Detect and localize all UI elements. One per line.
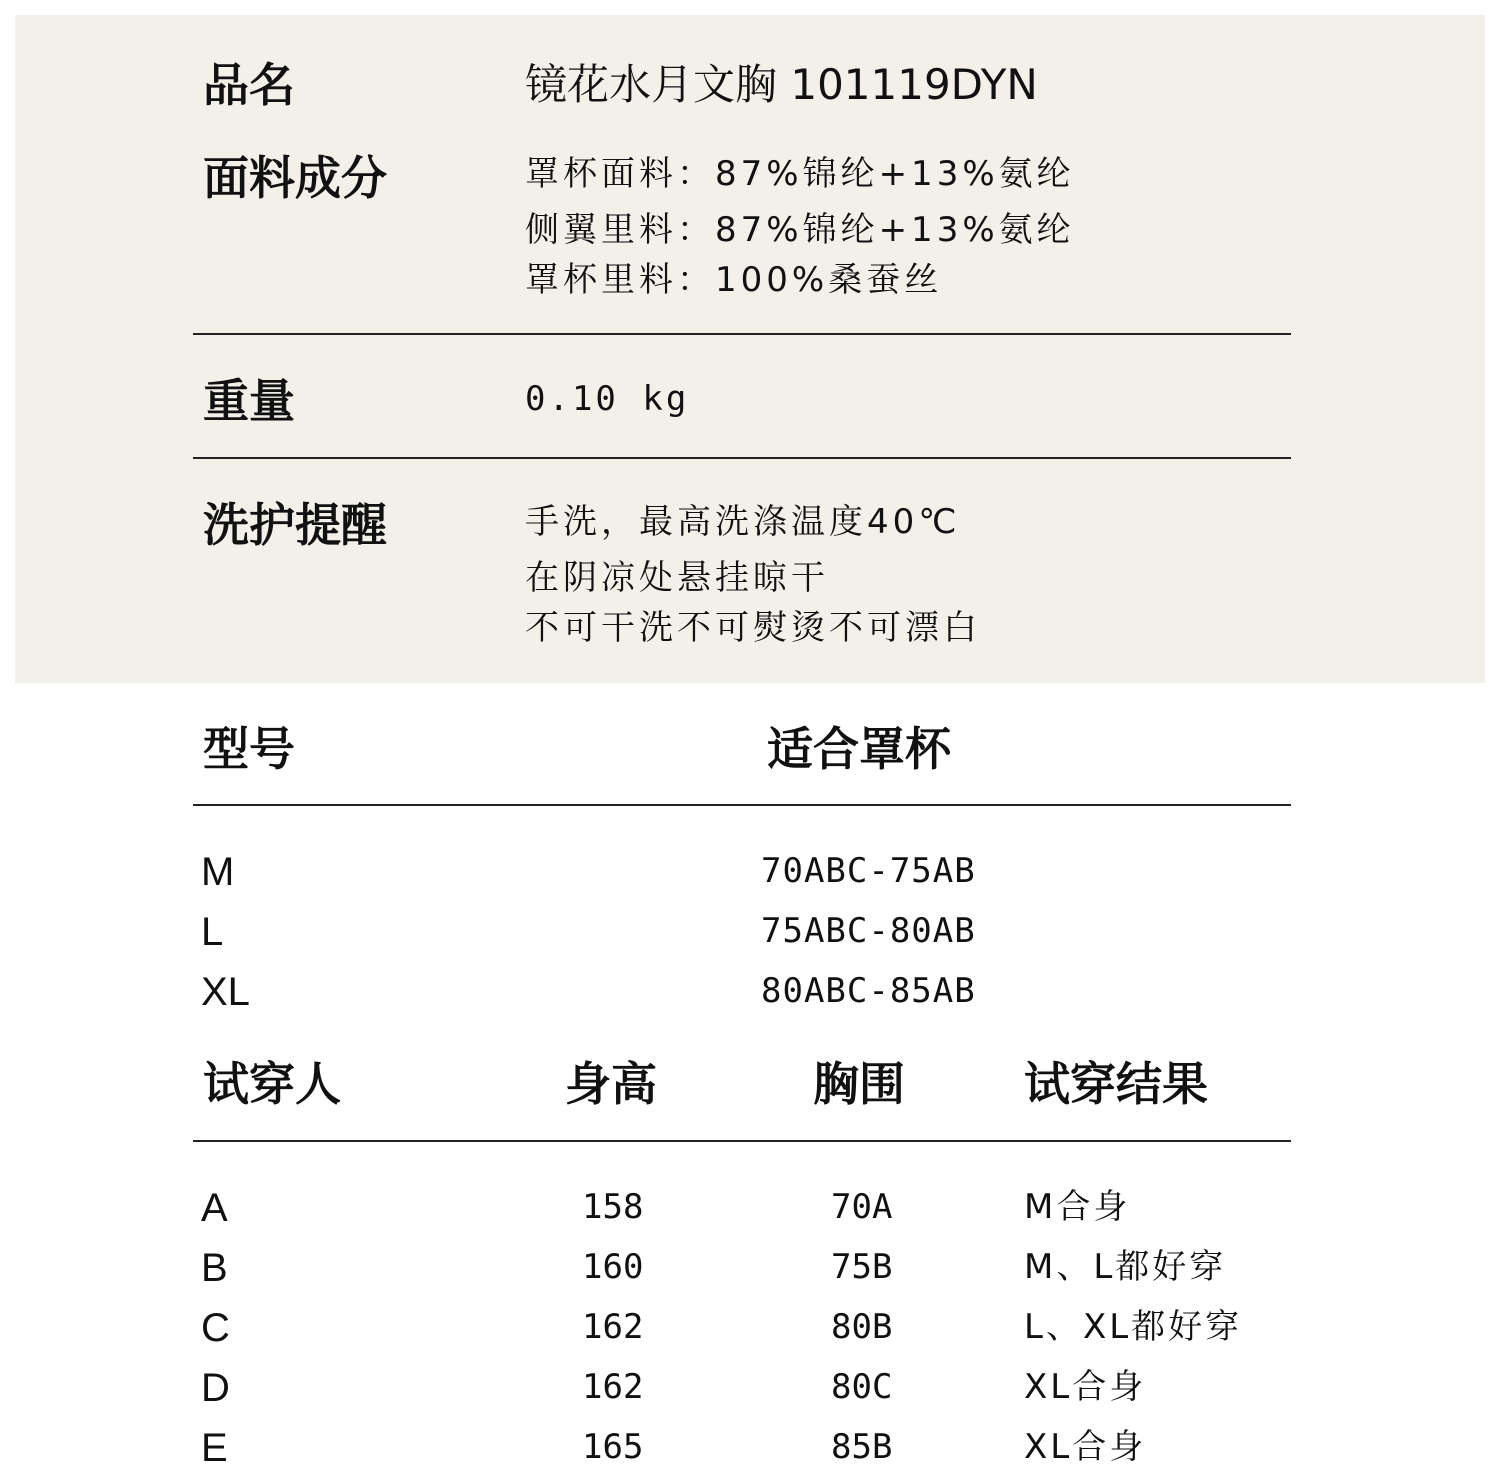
- bust-cell: 85B: [831, 1427, 893, 1467]
- cup-cell: 80ABC-85AB: [761, 971, 976, 1011]
- result-header: 试穿结果: [1024, 1057, 1208, 1111]
- size-cell: XL: [201, 970, 250, 1014]
- person-cell: D: [201, 1366, 230, 1410]
- size-cell: M: [201, 850, 235, 894]
- care-line: 手洗，最高洗涤温度40℃: [525, 502, 961, 542]
- result-cell: L、XL都好穿: [1024, 1307, 1243, 1347]
- bust-header: 胸围: [813, 1057, 905, 1111]
- height-cell: 158: [582, 1187, 644, 1227]
- result-cell: XL合身: [1024, 1427, 1147, 1467]
- care-line: 在阴凉处悬挂晾干: [525, 558, 829, 598]
- height-cell: 162: [582, 1367, 644, 1407]
- height-header: 身高: [565, 1057, 657, 1111]
- care-line: 不可干洗不可熨烫不可漂白: [525, 608, 981, 648]
- bust-cell: 75B: [831, 1247, 893, 1287]
- person-cell: C: [201, 1306, 230, 1350]
- divider: [193, 457, 1291, 459]
- cup-header: 适合罩杯: [767, 722, 951, 776]
- bust-cell: 80B: [831, 1307, 893, 1347]
- height-cell: 162: [582, 1307, 644, 1347]
- weight-value: 0.10 kg: [525, 379, 690, 419]
- person-cell: A: [201, 1186, 228, 1230]
- care-label: 洗护提醒: [203, 498, 387, 552]
- weight-label: 重量: [203, 374, 295, 428]
- bust-cell: 70A: [831, 1187, 893, 1227]
- person-cell: B: [201, 1246, 228, 1290]
- fabric-line: 罩杯里料：100%桑蚕丝: [525, 260, 943, 300]
- size-cell: L: [201, 910, 224, 954]
- product-name-value: 镜花水月文胸 101119DYN: [525, 60, 1038, 109]
- cup-cell: 70ABC-75AB: [761, 851, 976, 891]
- person-header: 试穿人: [203, 1057, 341, 1111]
- height-cell: 160: [582, 1247, 644, 1287]
- product-name-label: 品名: [203, 58, 295, 112]
- result-cell: M、L都好穿: [1024, 1247, 1227, 1287]
- divider: [193, 333, 1291, 335]
- result-cell: XL合身: [1024, 1367, 1147, 1407]
- height-cell: 165: [582, 1427, 644, 1467]
- divider: [193, 1140, 1291, 1142]
- divider: [193, 804, 1291, 806]
- person-cell: E: [201, 1426, 228, 1470]
- fabric-line: 侧翼里料：87%锦纶+13%氨纶: [525, 210, 1075, 250]
- result-cell: M合身: [1024, 1187, 1131, 1227]
- bust-cell: 80C: [831, 1367, 893, 1407]
- cup-cell: 75ABC-80AB: [761, 911, 976, 951]
- fabric-line: 罩杯面料：87%锦纶+13%氨纶: [525, 154, 1075, 194]
- size-header: 型号: [203, 722, 295, 776]
- fabric-label: 面料成分: [203, 151, 387, 205]
